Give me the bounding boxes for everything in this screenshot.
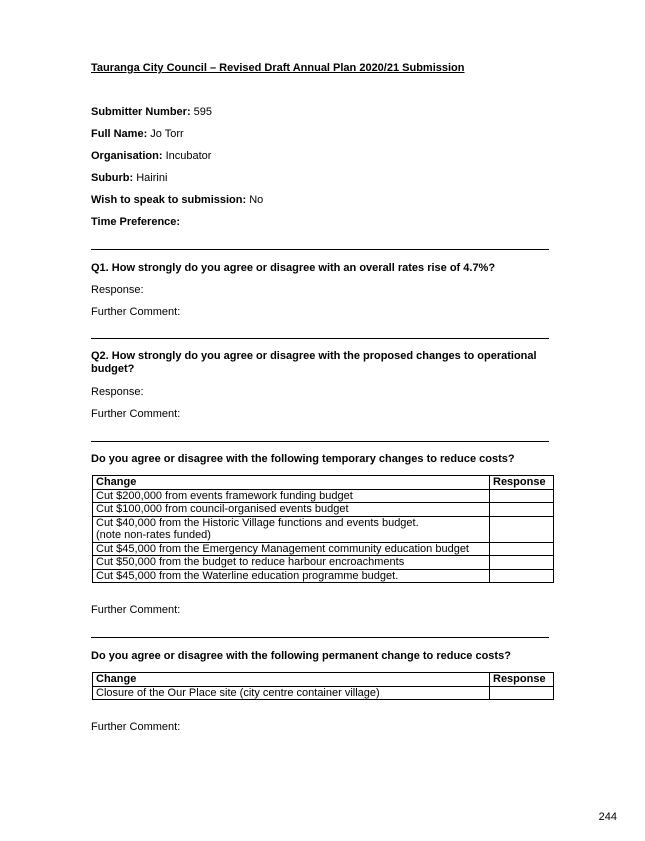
- divider: [91, 338, 549, 339]
- change-cell: Cut $100,000 from council-organised events budget: [93, 503, 490, 517]
- change-note: (note non-rates funded): [96, 529, 211, 541]
- table-row: [93, 489, 554, 503]
- change-cell: Cut $45,000 from the Waterline education programme budget.: [93, 569, 490, 583]
- change-cell: Closure of the Our Place site (city centre container village): [93, 686, 490, 700]
- response-cell[interactable]: [490, 686, 554, 700]
- table-row: [93, 503, 554, 517]
- temporary-changes-table: [92, 475, 554, 583]
- response-cell[interactable]: [490, 503, 554, 517]
- column-header-response: Response: [490, 673, 554, 687]
- column-header-response: Response: [490, 476, 554, 490]
- q1-comment-label: Further Comment:: [91, 306, 181, 318]
- permanent-change-table: [92, 672, 554, 700]
- response-cell[interactable]: [490, 516, 554, 542]
- q2-comment-label: Further Comment:: [91, 408, 181, 420]
- q1-question: Q1. How strongly do you agree or disagree with an overall rates rise of 4.7%?: [91, 262, 496, 274]
- full-name-field: Full Name: Jo Torr: [91, 128, 184, 140]
- wish-to-speak-field: Wish to speak to submission: No: [91, 194, 264, 206]
- temporary-changes-question: Do you agree or disagree with the following temporary changes to reduce costs?: [91, 453, 515, 465]
- change-cell: [93, 516, 490, 542]
- time-preference-field: Time Preference:: [91, 216, 181, 228]
- page-number: 244: [598, 811, 617, 823]
- submitter-number-field: Submitter Number: 595: [91, 106, 213, 118]
- organisation-field: Organisation: Incubator: [91, 150, 212, 162]
- response-cell[interactable]: [490, 556, 554, 570]
- q2-response-label: Response:: [91, 386, 144, 398]
- column-header-change: Change: [93, 673, 490, 687]
- change-cell: Cut $200,000 from events framework funding budget: [93, 489, 490, 503]
- column-header-change: Change: [93, 476, 490, 490]
- suburb-field: Suburb: Hairini: [91, 172, 168, 184]
- divider: [91, 441, 549, 442]
- response-cell[interactable]: [490, 542, 554, 556]
- change-cell: Cut $45,000 from the Emergency Management community education budget: [93, 542, 490, 556]
- table-header-row: [93, 476, 554, 490]
- table-row: [93, 542, 554, 556]
- permanent-change-question: Do you agree or disagree with the following permanent change to reduce costs?: [91, 650, 511, 662]
- change-text: Cut $40,000 from the Historic Village functions and events budget.: [96, 516, 419, 529]
- document-title: Tauranga City Council – Revised Draft Annual Plan 2020/21 Submission: [91, 62, 465, 74]
- q2-question: Q2. How strongly do you agree or disagree with the proposed changes to operational budget?: [91, 350, 537, 375]
- table-header-row: [93, 673, 554, 687]
- response-cell[interactable]: [490, 489, 554, 503]
- table-row: [93, 686, 554, 700]
- divider: [91, 249, 549, 250]
- response-cell[interactable]: [490, 569, 554, 583]
- table-row: [93, 569, 554, 583]
- temporary-comment-label: Further Comment:: [91, 604, 181, 616]
- change-cell: Cut $50,000 from the budget to reduce harbour encroachments: [93, 556, 490, 570]
- table-row: [93, 556, 554, 570]
- table-row: [93, 516, 554, 542]
- q1-response-label: Response:: [91, 284, 144, 296]
- permanent-comment-label: Further Comment:: [91, 721, 181, 733]
- divider: [91, 637, 549, 638]
